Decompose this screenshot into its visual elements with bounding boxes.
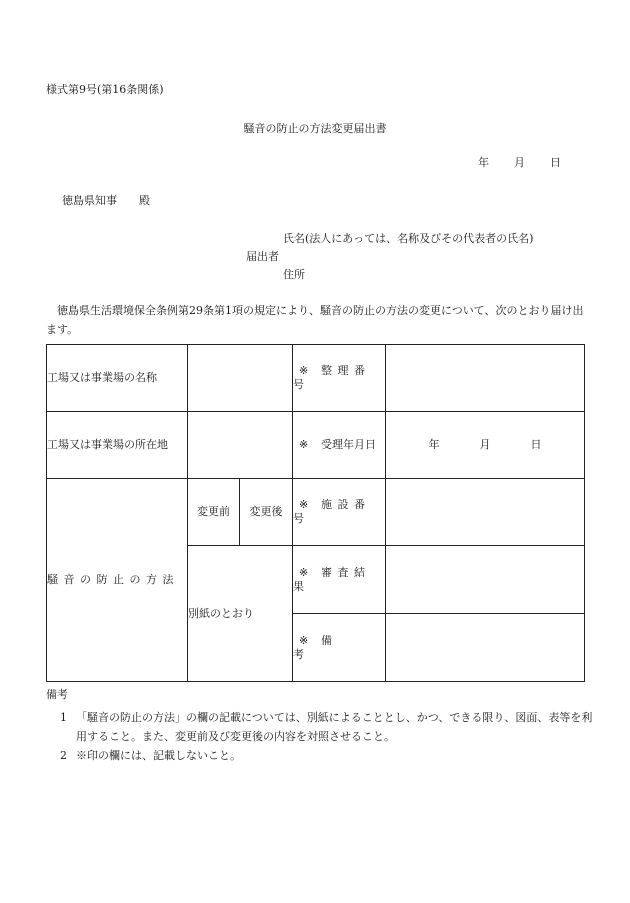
date-year: 年: [478, 156, 489, 169]
notification-table: [46, 344, 585, 682]
date-line: [478, 156, 561, 170]
note-2: 2 ※印の欄には、記載しないこと。: [60, 749, 241, 762]
factory-location-cell[interactable]: [188, 412, 293, 479]
acceptance-year: 年: [428, 438, 440, 451]
review-result-label: ※ 審査結果: [293, 546, 386, 614]
acceptance-month: 月: [479, 438, 491, 451]
acceptance-date-cell: [386, 412, 585, 479]
document-title: 騒音の防止の方法変更届出書: [243, 122, 387, 135]
factory-location-label: 工場又は事業場の所在地: [47, 412, 188, 479]
remarks-cell: [386, 614, 585, 682]
reference-number-cell: [386, 345, 585, 412]
applicant-name-label: 氏名(法人にあっては、名称及びその代表者の氏名): [283, 232, 534, 245]
form-number: 様式第9号(第16条関係): [46, 83, 164, 96]
acceptance-date-label: ※ 受理年月日: [293, 412, 386, 479]
reference-number-label: ※ 整理番号: [293, 345, 386, 412]
review-result-cell: [386, 546, 585, 614]
notifier-label: 届出者: [246, 250, 279, 263]
body-text: 徳島県生活環境保全条例第29条第1項の規定により、騒音の防止の方法の変更について、次のとおり届け出ます。: [46, 304, 584, 336]
after-change-header: 変更後: [240, 479, 293, 546]
facility-number-label: ※ 施設番号: [293, 479, 386, 546]
date-day: 日: [550, 156, 561, 169]
note-1: 1 「騒音の防止の方法」の欄の記載については、別紙によることとし、かつ、できる限り、図面、表等を利用すること。また、変更前及び変更後の内容を対照させること。: [60, 711, 593, 743]
facility-number-cell: [386, 479, 585, 546]
before-change-header: 変更前: [188, 479, 240, 546]
date-month: 月: [514, 156, 525, 169]
remarks-heading: 備考: [46, 688, 68, 701]
acceptance-day: 日: [530, 438, 542, 451]
factory-name-label: 工場又は事業場の名称: [47, 345, 188, 412]
addressee: 徳島県知事 殿: [62, 194, 150, 207]
applicant-address-label: 住所: [283, 268, 305, 281]
remarks-label: ※ 備 考: [293, 614, 386, 682]
factory-name-cell[interactable]: [188, 345, 293, 412]
attached-sheet-cell: 別紙のとおり: [188, 546, 293, 682]
noise-method-label: 騒音の防止の方法: [47, 479, 188, 682]
